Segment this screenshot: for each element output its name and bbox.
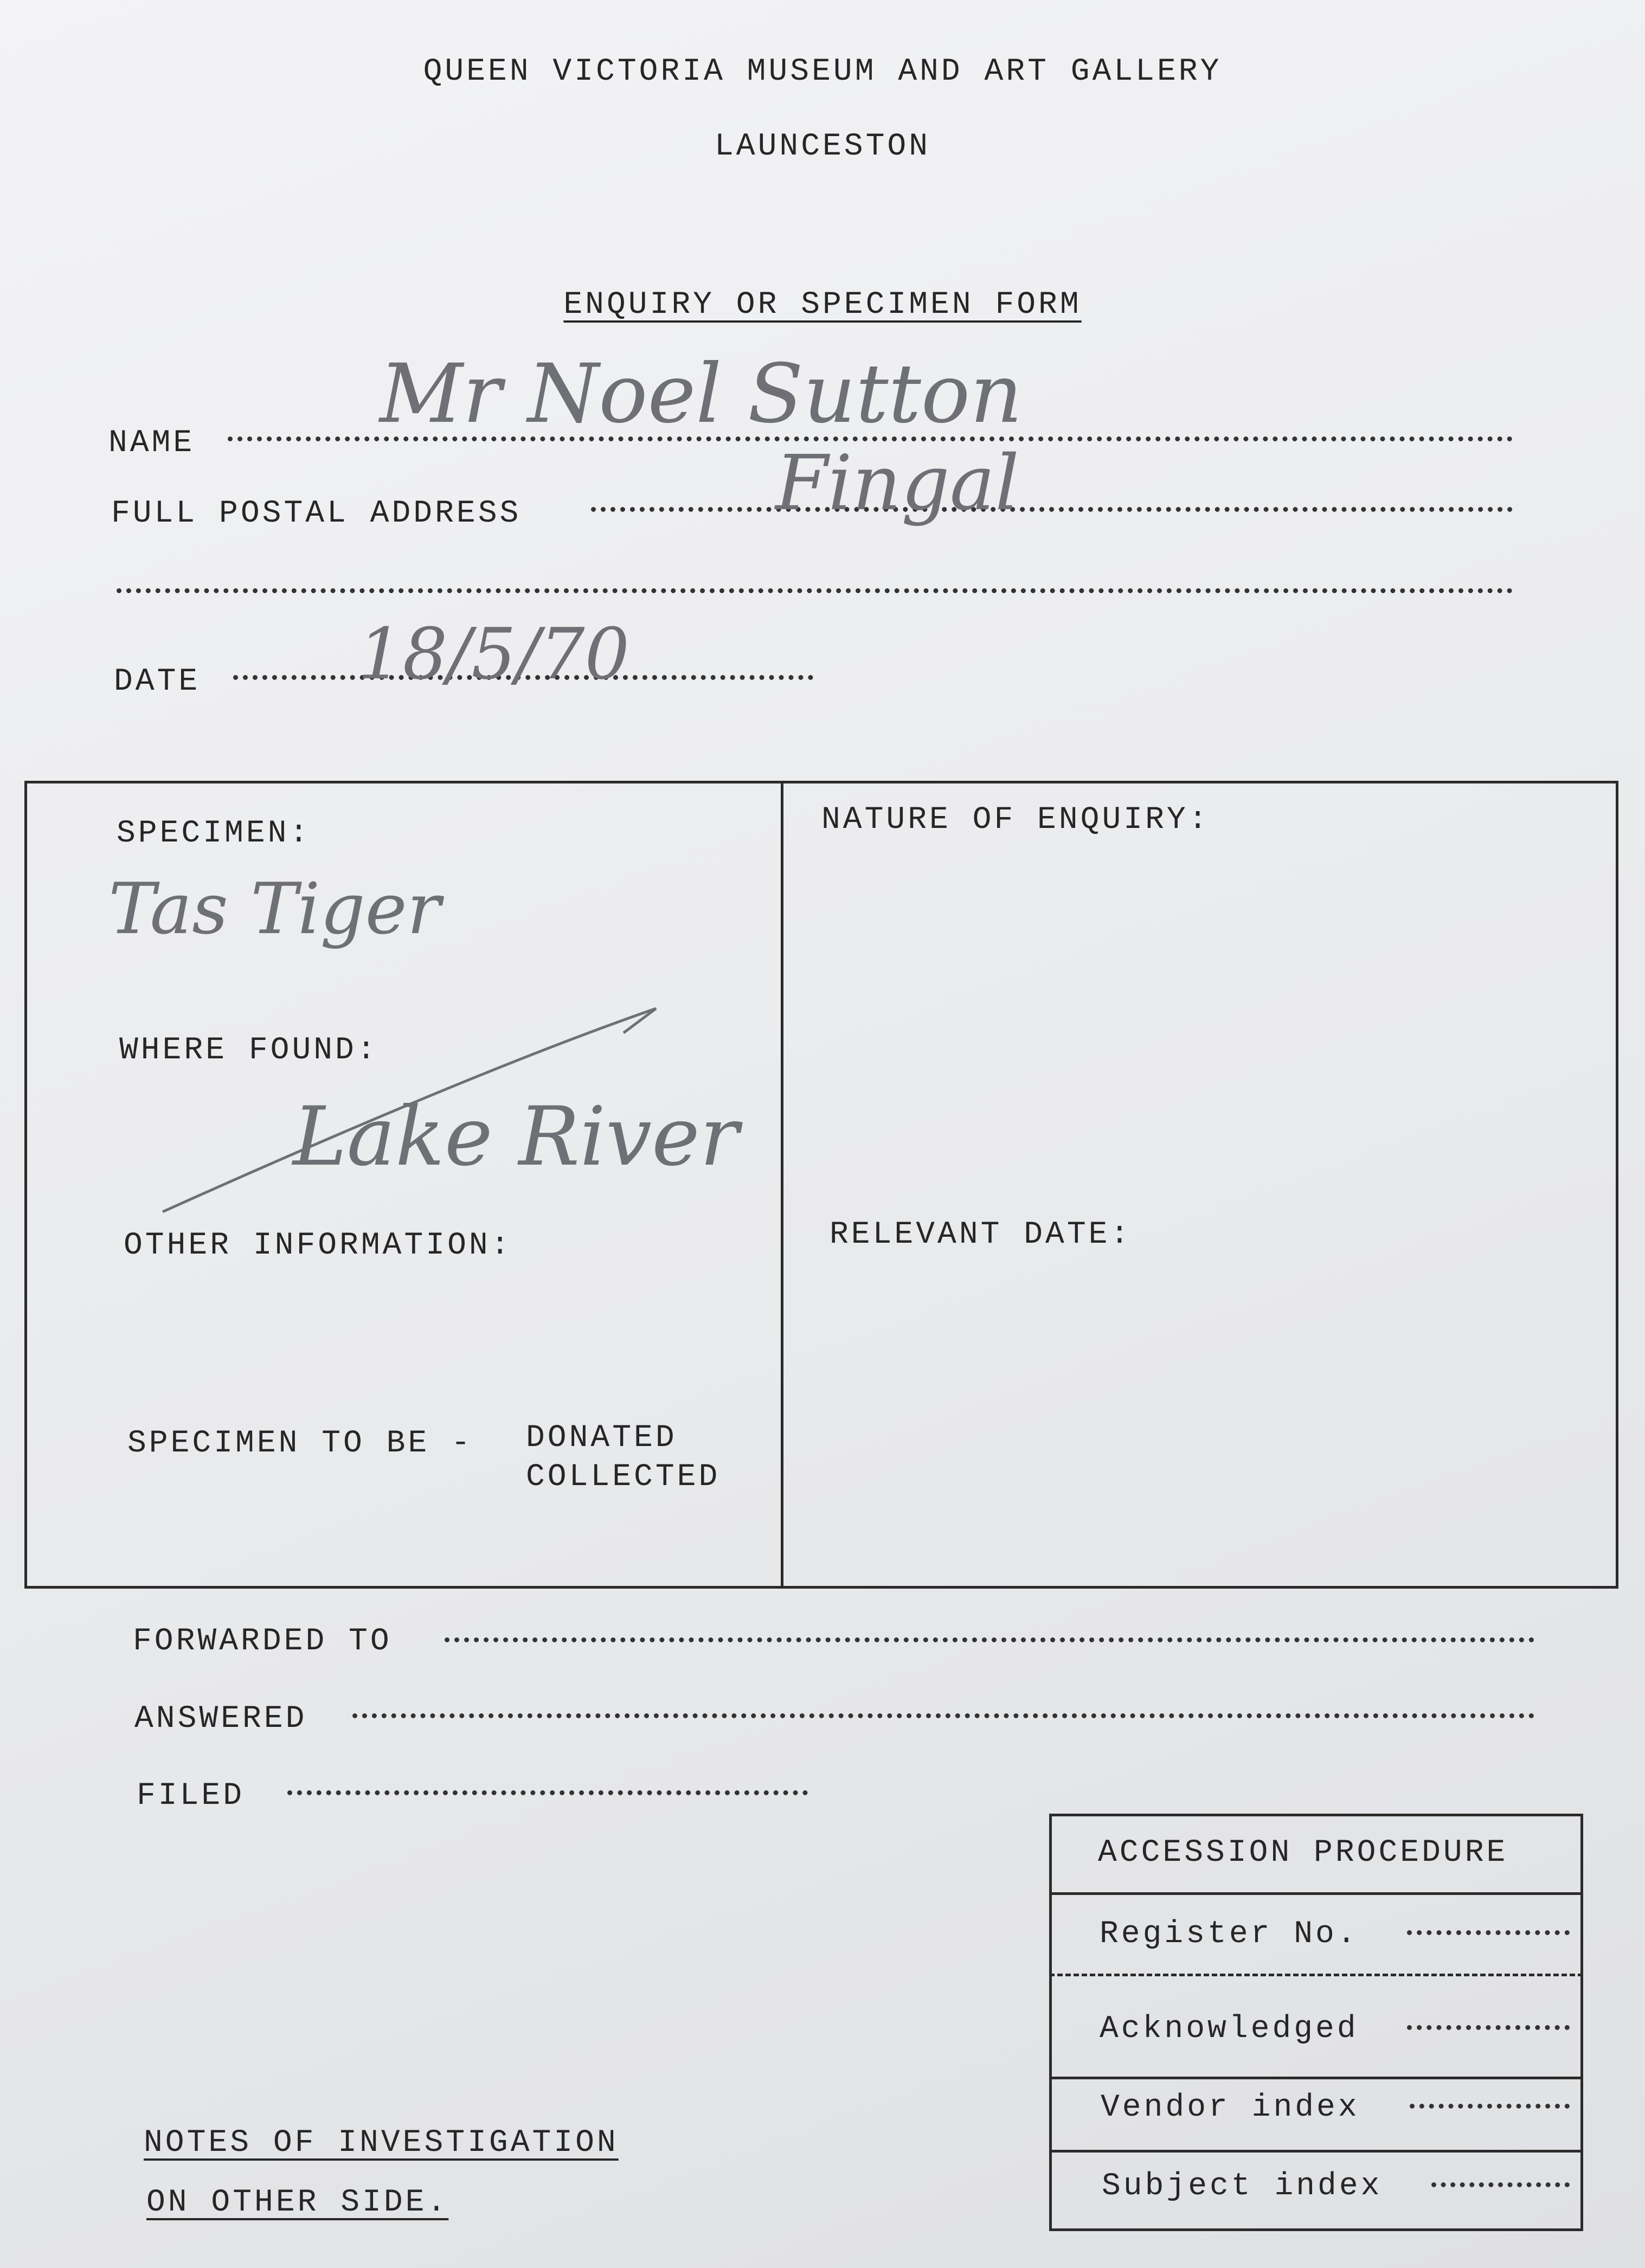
address-handwritten-value: Fingal [775,439,1019,528]
accession-bottom-border [1049,2228,1583,2231]
subject-dotted-line[interactable] [1431,2182,1570,2187]
date-handwritten-value: 18/5/70 [358,613,630,695]
accession-row-vendor: Vendor index [1101,2090,1360,2125]
accession-row-acknowledged: Acknowledged [1100,2012,1359,2047]
answered-dotted-line[interactable] [352,1713,1534,1718]
institution-title: QUEEN VICTORIA MUSEUM AND ART GALLERY [423,54,1222,89]
specimen-label: SPECIMEN: [117,816,311,851]
name-handwritten-value: Mr Noel Sutton [380,347,1023,441]
specimen-handwritten-value: Tas Tiger [108,868,441,950]
accession-row-divider-3 [1049,2077,1583,2079]
acknowledged-dotted-line[interactable] [1407,2025,1570,2030]
date-label: DATE [114,664,201,699]
accession-title: ACCESSION PROCEDURE [1098,1835,1508,1871]
strike-stroke [163,1008,656,1212]
accession-row-register: Register No. [1100,1917,1359,1952]
accession-right-border [1580,1814,1583,2231]
name-label: NAME [108,426,195,461]
answered-label: ANSWERED [134,1701,307,1737]
other-info-label: OTHER INFORMATION: [124,1228,512,1263]
filed-label: FILED [137,1778,245,1814]
where-found-handwritten-value: Lake River [293,1090,739,1184]
filed-dotted-line[interactable] [287,1790,808,1795]
accession-top-border [1049,1814,1583,1816]
address-label: FULL POSTAL ADDRESS [111,496,522,531]
specimen-to-be-label: SPECIMEN TO BE - [127,1426,473,1461]
accession-row-divider-4 [1049,2150,1583,2153]
accession-row-divider-2 [1049,1974,1583,1976]
accession-row-divider-1 [1049,1892,1583,1895]
register-dotted-line[interactable] [1407,1930,1570,1935]
vendor-dotted-line[interactable] [1410,2104,1570,2109]
city-title: LAUNCESTON [714,129,931,164]
relevant-date-label: RELEVANT DATE: [830,1217,1132,1252]
option-collected[interactable]: COLLECTED [526,1460,721,1495]
forwarded-dotted-line[interactable] [445,1637,1534,1642]
accession-row-subject: Subject index [1102,2169,1383,2204]
accession-left-border [1049,1814,1052,2231]
forwarded-label: FORWARDED TO [133,1624,392,1659]
notes-line-1: NOTES OF INVESTIGATION [144,2125,619,2161]
where-found-label: WHERE FOUND: [119,1033,378,1068]
option-donated[interactable]: DONATED [526,1421,677,1456]
form-title: ENQUIRY OR SPECIMEN FORM [563,287,1082,323]
nature-of-enquiry-label: NATURE OF ENQUIRY: [821,802,1210,838]
notes-line-2: ON OTHER SIDE. [146,2185,449,2220]
